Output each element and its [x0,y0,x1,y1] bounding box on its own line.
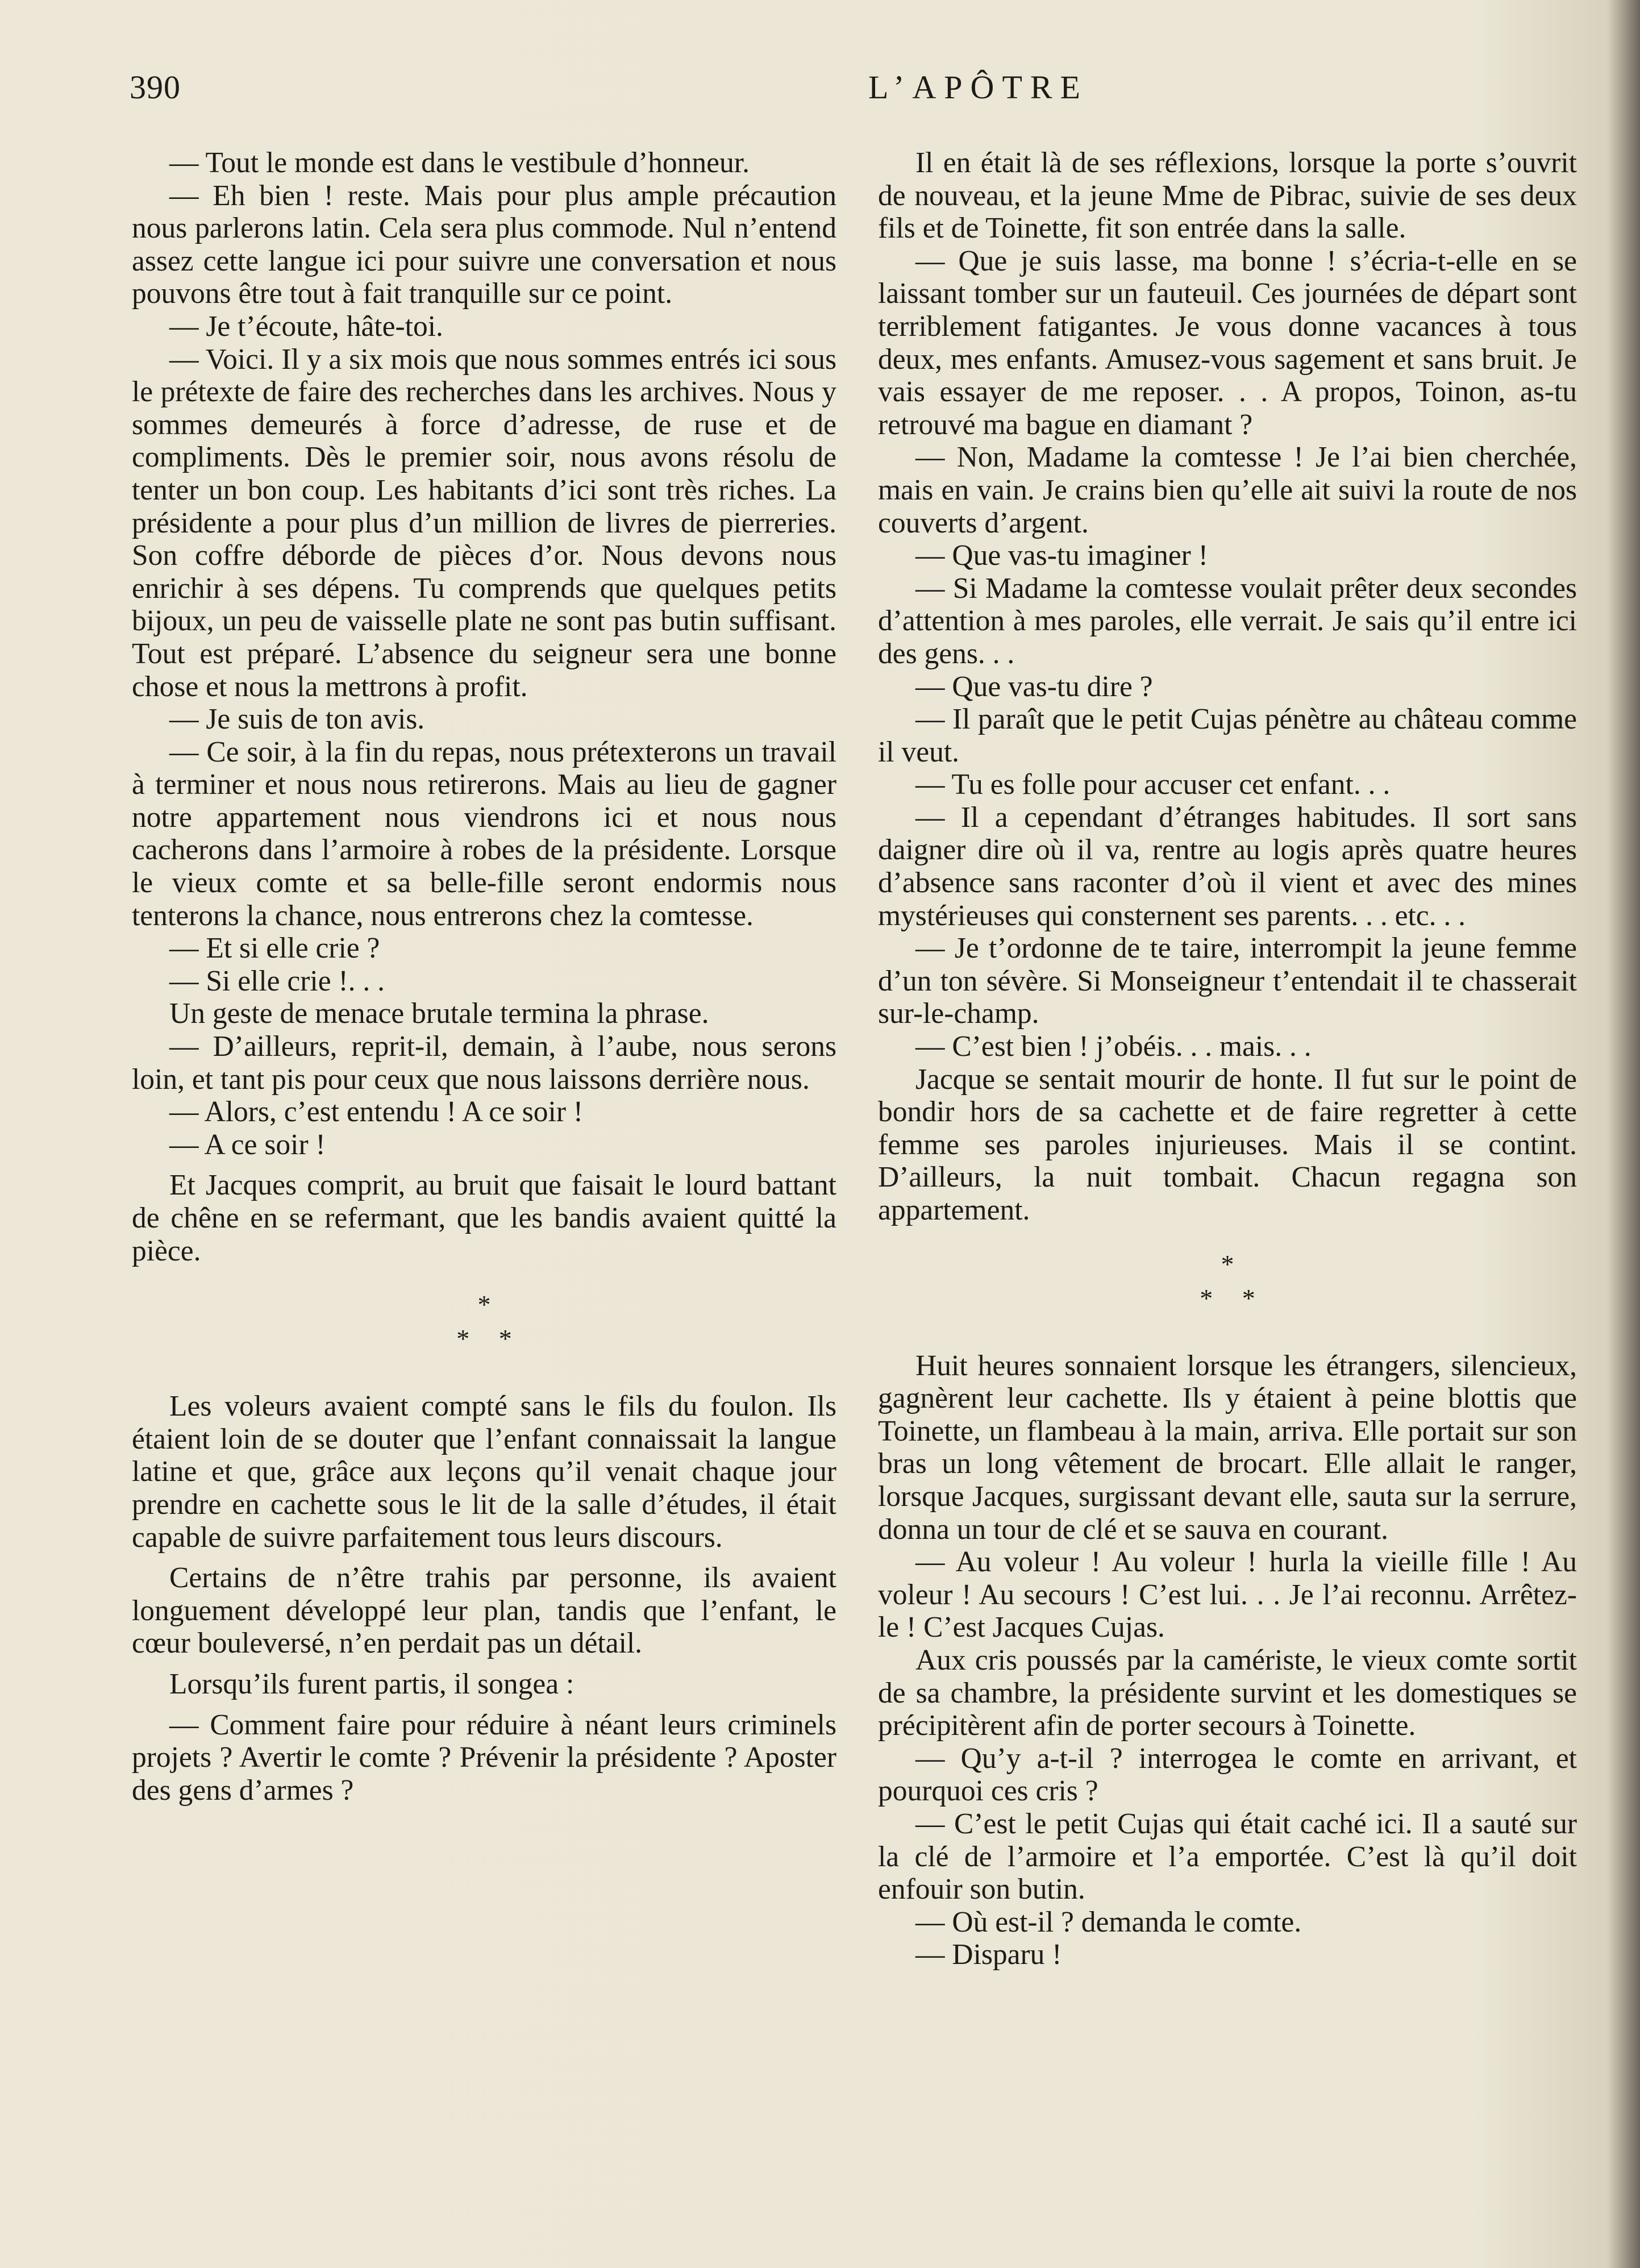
paragraph: — Non, Madame la comtesse ! Je l’ai bien cherchée, mais en vain. Je crains bien qu’elle ait suivi la route de nos couverts d’argent. [878,441,1577,539]
paragraph: — Si elle crie !. . . [169,964,385,997]
paragraph: Et Jacques comprit, au bruit que faisait le lourd battant de chêne en se refermant, que les bandis avaient quitté la pièce. [132,1169,836,1267]
paragraph: Huit heures sonnaient lorsque les étrangers, silencieux, gagnèrent leur cachette. Ils y étaient à peine blottis que Toinette, un flambeau à la main, arriva. Elle portait sur son bras un long vêtement de brocart. Elle allait le ranger, lorsque Jacques, surgissant devant elle, sauta sur la serrure, donna un tour de clé et se sauva en courant. [878,1349,1577,1546]
paragraph: Certains de n’être trahis par personne, ils avaient longuement développé leur plan, tandis que l’enfant, le cœur bouleversé, n’en perdait pas un détail. [132,1562,836,1660]
section-break [878,1247,1577,1316]
paragraph: — Que vas-tu imaginer ! [915,539,1208,572]
paragraph: Aux cris poussés par la caméristе, le vieux comte sortit de sa chambre, la présidente survint et les domestiques se précipitèrent afin de porter secours à Toinette. [878,1643,1577,1742]
paragraph: — Ce soir, à la fin du repas, nous prétexterons un travail à terminer et nous nous retirerons. Mais au lieu de gagner notre appartement nous viendrons ici et nous nous cacherons dans l’armoire à robes de la présidente. Lorsque le vieux comte et sa belle-fille seront endormis nous tenterons la chance, nous entrerons chez la comtesse. [132,735,836,932]
paragraph: Lorsqu’ils furent partis, il songea : [169,1667,575,1700]
paragraph: — A ce soir ! [169,1128,326,1161]
paragraph: Un geste de menace brutale termina la phrase. [169,997,709,1030]
left-column [132,147,836,1807]
paragraph: — Au voleur ! Au voleur ! hurla la vieille fille ! Au voleur ! Au secours ! C’est lui. . . Je l’ai reconnu. Arrêtez-le ! C’est Jacques Cujas. [878,1546,1577,1644]
paragraph: — Comment faire pour réduire à néant leurs criminels projets ? Avertir le comte ? Prévenir la présidente ? Aposter des gens d’armes ? [132,1708,836,1807]
paragraph: — Que je suis lasse, ma bonne ! s’écria-t-elle en se laissant tomber sur un fauteuil. Ces journées de départ sont terriblement fatigantes. Je vous donne vacances à tous deux, mes enfants. Amusez-vous sagement et sans bruit. Je vais essayer de me reposer. . . A propos, Toinon, as-tu retrouvé ma bague en diamant ? [878,244,1577,441]
asterism-top: * [477,1290,491,1320]
paragraph: — Je t’ordonne de te taire, interrompit la jeune femme d’un ton sévère. Si Monseigneur t’entendait il te chasserait sur-le-champ. [878,932,1577,1030]
page-number: 390 [130,69,181,106]
paragraph: — Et si elle crie ? [169,932,380,965]
paragraph: — C’est bien ! j’obéis. . . mais. . . [915,1030,1312,1063]
paragraph: — Que vas-tu dire ? [915,670,1153,703]
paragraph: Jacque se sentait mourir de honte. Il fut sur le point de bondir hors de sa cachette et de faire regretter à cette femme ses paroles injurieuses. Mais il se contint. D’ailleurs, la nuit tombait. Chacun regagna son appartement. [878,1063,1577,1226]
paragraph: — Je suis de ton avis. [169,703,425,736]
section-break [132,1288,836,1356]
paragraph: — Tout le monde est dans le vestibule d’honneur. [169,147,750,179]
paragraph: — Eh bien ! reste. Mais pour plus ample précaution nous parlerons latin. Cela sera plus commode. Nul n’entend assez cette langue ici pour suivre une conversation et nous pouvons être tout à fait tranquille sur ce point. [132,179,836,310]
paragraph: — Où est-il ? demanda le comte. [915,1905,1302,1938]
right-column [878,147,1577,1971]
paragraph: — C’est le petit Cujas qui était caché ici. Il a sauté sur la clé de l’armoire et l’a emportée. C’est là qu’il doit enfouir son butin. [878,1807,1577,1906]
paragraph: — Si Madame la comtesse voulait prêter deux secondes d’attention à mes paroles, elle verrait. Je sais qu’il entre ici des gens. . . [878,572,1577,670]
paragraph: — D’ailleurs, reprit-il, demain, à l’aube, nous serons loin, et tant pis pour ceux que nous laissons derrière nous. [132,1030,836,1096]
paragraph: — Il a cependant d’étranges habitudes. Il sort sans daigner dire où il va, rentre au logis après quatre heures d’absence sans raconter d’où il vient et avec des mines mystérieuses qui consternent ses parents. . . etc. . . [878,801,1577,932]
paragraph: — Tu es folle pour accuser cet enfant. . . [915,768,1391,801]
asterism-top: * [1221,1249,1234,1279]
paragraph: — Je t’écoute, hâte-toi. [169,310,443,343]
paragraph: — Disparu ! [915,1938,1062,1971]
paragraph: Les voleurs avaient compté sans le fils du foulon. Ils étaient loin de se douter que l’enfant connaissait la langue latine et que, grâce aux leçons qu’il venait chaque jour prendre en cachette sous le lit de la salle d’études, il était capable de suivre parfaitement tous leurs discours. [132,1390,836,1554]
paragraph: — Qu’y a-t-il ? interrogea le comte en arrivant, et pourquoi ces cris ? [878,1742,1577,1808]
paragraph: — Alors, c’est entendu ! A ce soir ! [169,1096,583,1129]
page-header [130,68,1566,114]
asterism-bottom: * * [456,1324,512,1354]
paragraph: Il en était là de ses réflexions, lorsque la porte s’ouvrit de nouveau, et la jeune Mme de Pibrac, suivie de ses deux fils et de Toinette, fit son entrée dans la salle. [878,147,1577,245]
running-title: L’APÔTRE [868,69,1088,106]
asterism-bottom: * * [1200,1283,1255,1313]
paragraph: — Voici. Il y a six mois que nous sommes entrés ici sous le prétexte de faire des recherches dans les archives. Nous y sommes demeurés à force d’adresse, de ruse et de compliments. Dès le premier soir, nous avons résolu de tenter un bon coup. Les habitants d’ici sont très riches. La présidente a pour plus d’un million de livres de pierreries. Son coffre déborde de pièces d’or. Nous devons nous enrichir à ses dépens. Tu comprends que quelques petits bijoux, un peu de vaisselle plate ne sont pas butin suffisant. Tout est préparé. L’absence du seigneur sera une bonne chose et nous la mettrons à profit. [132,343,836,703]
paragraph: — Il paraît que le petit Cujas pénètre au château comme il veut. [878,703,1577,768]
